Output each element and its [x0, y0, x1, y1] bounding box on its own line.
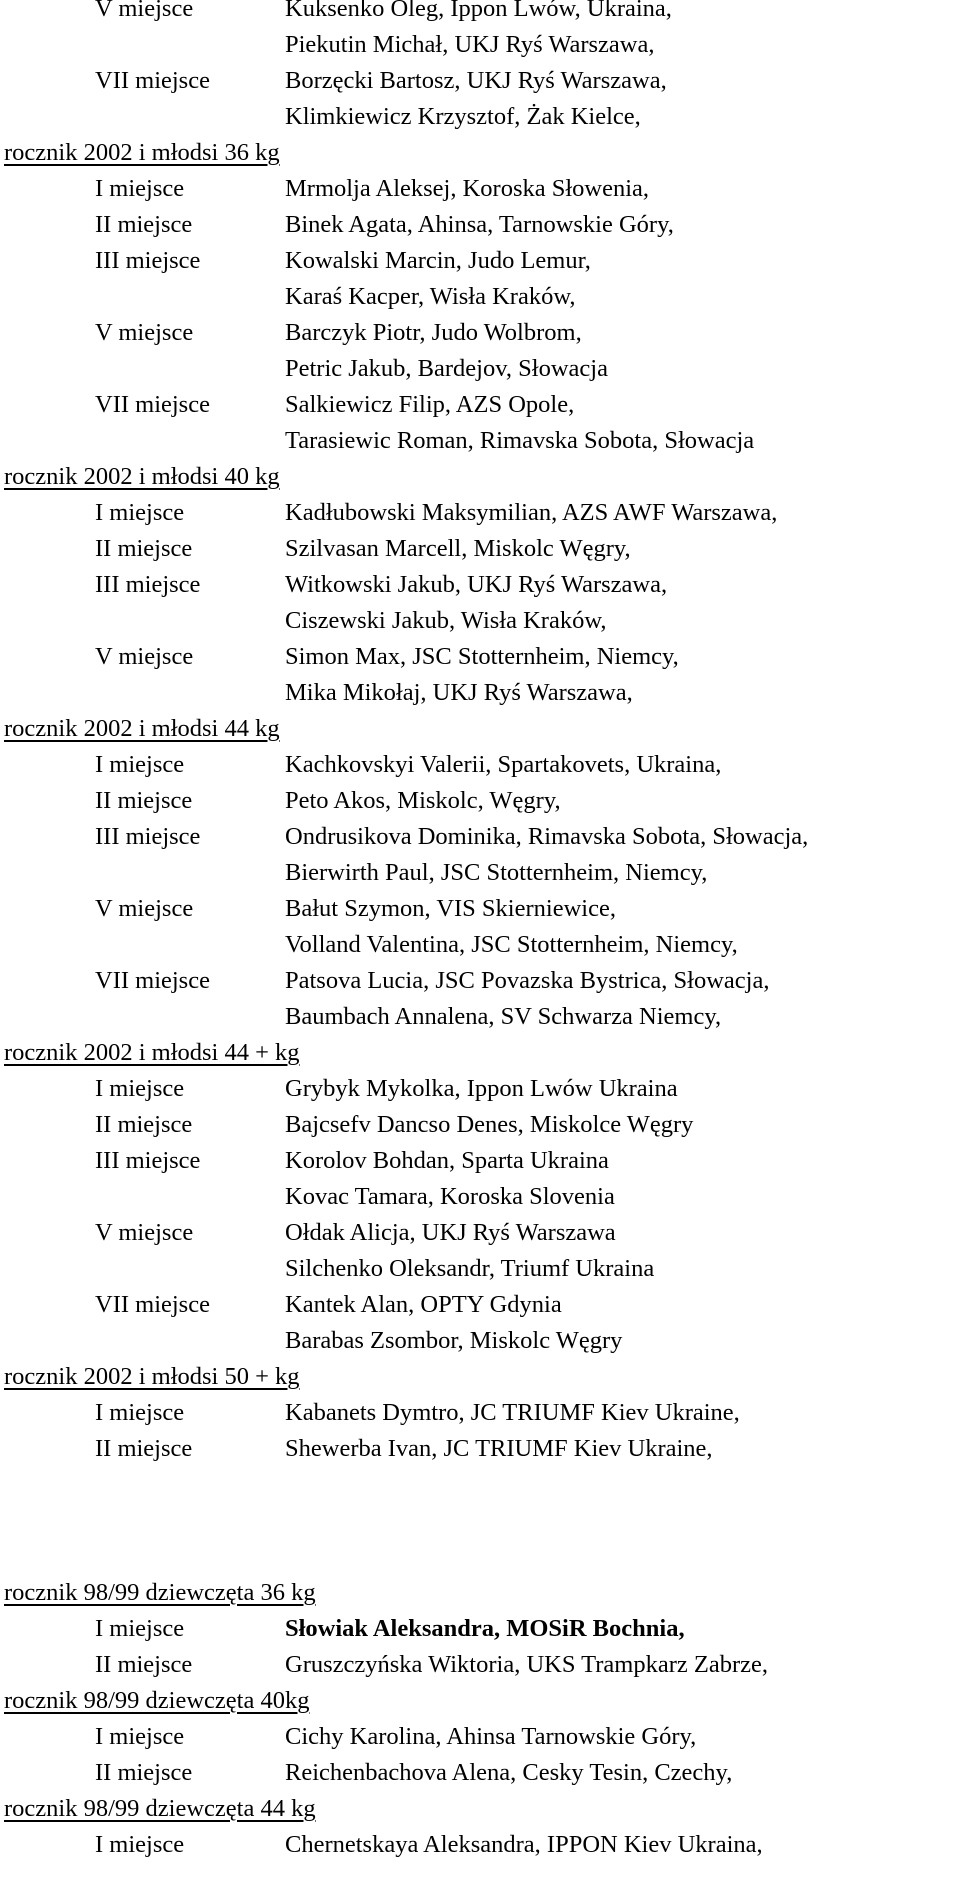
competitor-entry: Słowiak Aleksandra, MOSiR Bochnia, — [285, 1615, 685, 1642]
category-title: rocznik 98/99 dziewczęta 44 kg — [4, 1795, 316, 1822]
result-row — [0, 607, 960, 643]
result-row — [0, 211, 960, 247]
result-row — [0, 895, 960, 931]
result-row — [0, 643, 960, 679]
competitor-entry: Karaś Kacper, Wisła Kraków, — [285, 283, 576, 310]
category-heading — [0, 1363, 960, 1399]
category-title: rocznik 98/99 dziewczęta 40kg — [4, 1687, 310, 1714]
competitor-entry: Silchenko Oleksandr, Triumf Ukraina — [285, 1255, 655, 1282]
result-row — [0, 283, 960, 319]
competitor-entry: Ołdak Alicja, UKJ Ryś Warszawa — [285, 1219, 616, 1246]
place-label: I miejsce — [95, 1399, 185, 1426]
competitor-entry: Cichy Karolina, Ahinsa Tarnowskie Góry, — [285, 1723, 697, 1750]
result-row — [0, 0, 960, 31]
result-row — [0, 1759, 960, 1795]
place-label: I miejsce — [95, 1075, 185, 1102]
result-row — [0, 967, 960, 1003]
competitor-entry: Patsova Lucia, JSC Povazska Bystrica, Słowacja, — [285, 967, 770, 994]
competitor-entry: Barczyk Piotr, Judo Wolbrom, — [285, 319, 582, 346]
competitor-entry: Shewerba Ivan, JC TRIUMF Kiev Ukraine, — [285, 1435, 713, 1462]
result-row — [0, 391, 960, 427]
result-row — [0, 1831, 960, 1867]
place-label: II miejsce — [95, 211, 193, 238]
result-row — [0, 67, 960, 103]
result-row — [0, 319, 960, 355]
result-row — [0, 1435, 960, 1471]
result-row — [0, 175, 960, 211]
result-row — [0, 571, 960, 607]
place-label: I miejsce — [95, 175, 185, 202]
competitor-entry: Binek Agata, Ahinsa, Tarnowskie Góry, — [285, 211, 674, 238]
competitor-entry: Kuksenko Oleg, Ippon Lwów, Ukraina, — [285, 0, 672, 22]
place-label: II miejsce — [95, 1759, 193, 1786]
place-label: VII miejsce — [95, 67, 210, 94]
result-row — [0, 1327, 960, 1363]
result-row — [0, 1111, 960, 1147]
result-row — [0, 1615, 960, 1651]
place-label: V miejsce — [95, 895, 194, 922]
place-label: II miejsce — [95, 1111, 193, 1138]
result-row — [0, 787, 960, 823]
competitor-entry: Borzęcki Bartosz, UKJ Ryś Warszawa, — [285, 67, 667, 94]
competitor-entry: Witkowski Jakub, UKJ Ryś Warszawa, — [285, 571, 668, 598]
competitor-entry: Ondrusikova Dominika, Rimavska Sobota, Słowacja, — [285, 823, 809, 850]
place-label: I miejsce — [95, 751, 185, 778]
place-label: II miejsce — [95, 535, 193, 562]
result-row — [0, 1651, 960, 1687]
category-title: rocznik 2002 i młodsi 44 + kg — [4, 1039, 300, 1066]
result-row — [0, 1219, 960, 1255]
result-row — [0, 103, 960, 139]
result-row — [0, 931, 960, 967]
category-heading — [0, 715, 960, 751]
competitor-entry: Klimkiewicz Krzysztof, Żak Kielce, — [285, 103, 641, 130]
place-label: I miejsce — [95, 1723, 185, 1750]
place-label: VII miejsce — [95, 391, 210, 418]
result-row — [0, 355, 960, 391]
competitor-entry: Kadłubowski Maksymilian, AZS AWF Warszawa, — [285, 499, 778, 526]
result-row — [0, 31, 960, 67]
result-row — [0, 1075, 960, 1111]
result-row — [0, 859, 960, 895]
competitor-entry: Mrmolja Aleksej, Koroska Słowenia, — [285, 175, 650, 202]
competitor-entry: Grybyk Mykolka, Ippon Lwów Ukraina — [285, 1075, 678, 1102]
place-label: I miejsce — [95, 1831, 185, 1858]
competitor-entry: Tarasiewic Roman, Rimavska Sobota, Słowacja — [285, 427, 755, 454]
category-heading — [0, 139, 960, 175]
category-title: rocznik 2002 i młodsi 36 kg — [4, 139, 280, 166]
place-label: II miejsce — [95, 1435, 193, 1462]
category-heading — [0, 1039, 960, 1075]
category-heading — [0, 1579, 960, 1615]
category-heading — [0, 1795, 960, 1831]
result-row — [0, 823, 960, 859]
competitor-entry: Korolov Bohdan, Sparta Ukraina — [285, 1147, 609, 1174]
competitor-entry: Peto Akos, Miskolc, Węgry, — [285, 787, 561, 814]
result-row — [0, 1291, 960, 1327]
place-label: I miejsce — [95, 1615, 185, 1642]
place-label: I miejsce — [95, 499, 185, 526]
result-row — [0, 427, 960, 463]
competitor-entry: Salkiewicz Filip, AZS Opole, — [285, 391, 575, 418]
competitor-entry: Kabanets Dymtro, JC TRIUMF Kiev Ukraine, — [285, 1399, 740, 1426]
category-title: rocznik 2002 i młodsi 44 kg — [4, 715, 280, 742]
competitor-entry: Bierwirth Paul, JSC Stotternheim, Niemcy, — [285, 859, 708, 886]
result-row — [0, 679, 960, 715]
result-row — [0, 1723, 960, 1759]
place-label: VII miejsce — [95, 1291, 210, 1318]
category-heading — [0, 463, 960, 499]
competitor-entry: Piekutin Michał, UKJ Ryś Warszawa, — [285, 31, 655, 58]
result-row — [0, 1183, 960, 1219]
competitor-entry: Bałut Szymon, VIS Skierniewice, — [285, 895, 616, 922]
competitor-entry: Mika Mikołaj, UKJ Ryś Warszawa, — [285, 679, 633, 706]
place-label: III miejsce — [95, 571, 201, 598]
result-row — [0, 535, 960, 571]
category-title: rocznik 2002 i młodsi 40 kg — [4, 463, 280, 490]
category-heading — [0, 1687, 960, 1723]
place-label: VII miejsce — [95, 967, 210, 994]
competitor-entry: Reichenbachova Alena, Cesky Tesin, Czechy, — [285, 1759, 733, 1786]
competitor-entry: Barabas Zsombor, Miskolc Węgry — [285, 1327, 623, 1354]
place-label: III miejsce — [95, 247, 201, 274]
place-label: III miejsce — [95, 1147, 201, 1174]
place-label: II miejsce — [95, 787, 193, 814]
competitor-entry: Kachkovskyi Valerii, Spartakovets, Ukraina, — [285, 751, 722, 778]
place-label: V miejsce — [95, 643, 194, 670]
result-row — [0, 1003, 960, 1039]
competitor-entry: Ciszewski Jakub, Wisła Kraków, — [285, 607, 607, 634]
place-label: V miejsce — [95, 1219, 194, 1246]
result-row — [0, 1147, 960, 1183]
result-row — [0, 751, 960, 787]
competitor-entry: Baumbach Annalena, SV Schwarza Niemcy, — [285, 1003, 722, 1030]
result-row — [0, 1399, 960, 1435]
result-row — [0, 499, 960, 535]
place-label: II miejsce — [95, 1651, 193, 1678]
competitor-entry: Chernetskaya Aleksandra, IPPON Kiev Ukraina, — [285, 1831, 763, 1858]
place-label: III miejsce — [95, 823, 201, 850]
competitor-entry: Kowalski Marcin, Judo Lemur, — [285, 247, 591, 274]
result-row — [0, 1255, 960, 1291]
competitor-entry: Kovac Tamara, Koroska Slovenia — [285, 1183, 615, 1210]
competitor-entry: Bajcsefv Dancso Denes, Miskolce Węgry — [285, 1111, 694, 1138]
category-title: rocznik 2002 i młodsi 50 + kg — [4, 1363, 300, 1390]
competitor-entry: Szilvasan Marcell, Miskolc Węgry, — [285, 535, 631, 562]
competitor-entry: Volland Valentina, JSC Stotternheim, Niemcy, — [285, 931, 738, 958]
category-title: rocznik 98/99 dziewczęta 36 kg — [4, 1579, 316, 1606]
place-label: V miejsce — [95, 319, 194, 346]
competitor-entry: Petric Jakub, Bardejov, Słowacja — [285, 355, 608, 382]
competitor-entry: Kantek Alan, OPTY Gdynia — [285, 1291, 562, 1318]
competitor-entry: Simon Max, JSC Stotternheim, Niemcy, — [285, 643, 679, 670]
result-row — [0, 247, 960, 283]
place-label: V miejsce — [95, 0, 194, 22]
competitor-entry: Gruszczyńska Wiktoria, UKS Trampkarz Zabrze, — [285, 1651, 768, 1678]
